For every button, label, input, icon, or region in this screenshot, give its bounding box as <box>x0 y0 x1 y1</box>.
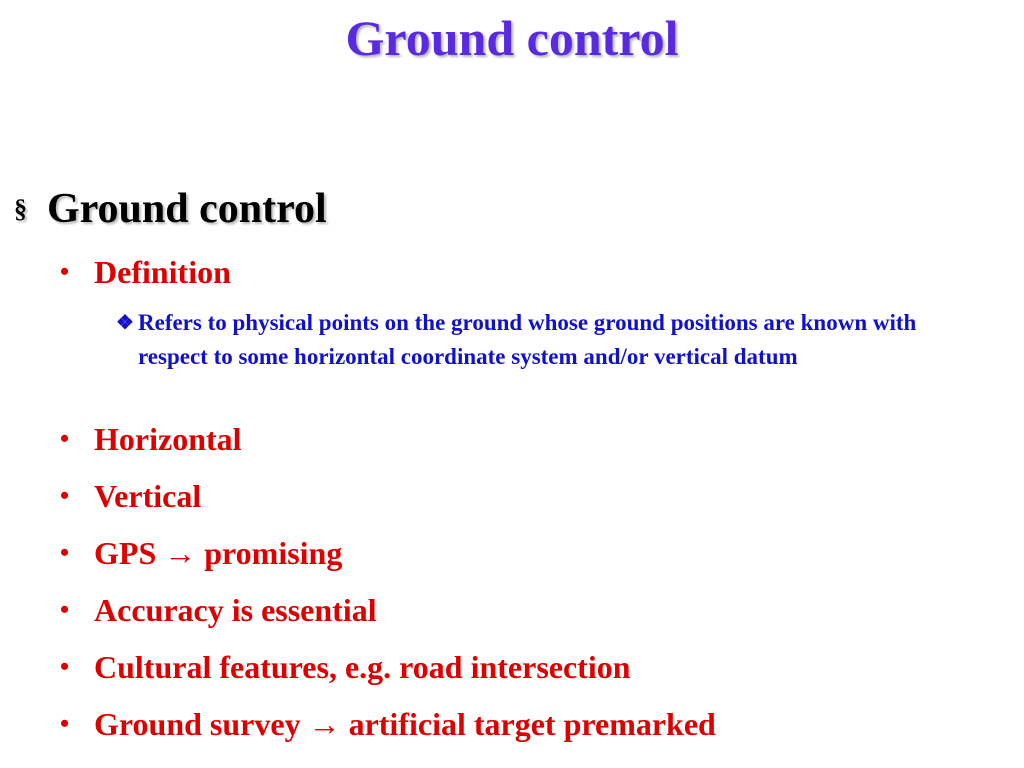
slide-title: Ground control <box>345 10 679 66</box>
bullet-dot-icon: • <box>60 424 70 453</box>
main-bullet-text: Ground control <box>47 186 327 232</box>
square-bullet-icon: § <box>14 194 27 223</box>
sub-bullet-vertical <box>60 475 201 517</box>
sub-bullet-text: Accuracy is essential <box>94 592 377 628</box>
sub-bullet-horizontal <box>60 418 242 460</box>
sub-bullet-ground-survey <box>60 703 716 745</box>
sub-bullet-gps <box>60 532 342 574</box>
sub-bullet-definition <box>60 251 231 293</box>
main-bullet <box>14 181 327 237</box>
definition-detail-text: Refers to physical points on the ground whose ground positions are known with respect to some horizontal coordinate system and/or vertical datum <box>138 310 917 369</box>
bullet-dot-icon: • <box>60 481 70 510</box>
sub-bullet-text: GPS → promising <box>94 535 343 571</box>
bullet-dot-icon: • <box>60 538 70 567</box>
bullet-dot-icon: • <box>60 709 70 738</box>
sub-bullet-text: Horizontal <box>94 421 242 457</box>
bullet-dot-icon: • <box>60 595 70 624</box>
diamond-bullet-icon: ❖ <box>116 312 134 334</box>
sub-bullet-text: Ground survey → artificial target premarked <box>94 706 716 742</box>
sub-bullet-text: Definition <box>94 254 231 290</box>
definition-detail <box>116 306 976 374</box>
sub-bullet-text: Cultural features, e.g. road intersection <box>94 649 631 685</box>
sub-bullet-cultural-features <box>60 646 631 688</box>
sub-bullet-accuracy <box>60 589 377 631</box>
sub-bullet-text: Vertical <box>94 478 202 514</box>
bullet-dot-icon: • <box>60 257 70 286</box>
bullet-dot-icon: • <box>60 652 70 681</box>
